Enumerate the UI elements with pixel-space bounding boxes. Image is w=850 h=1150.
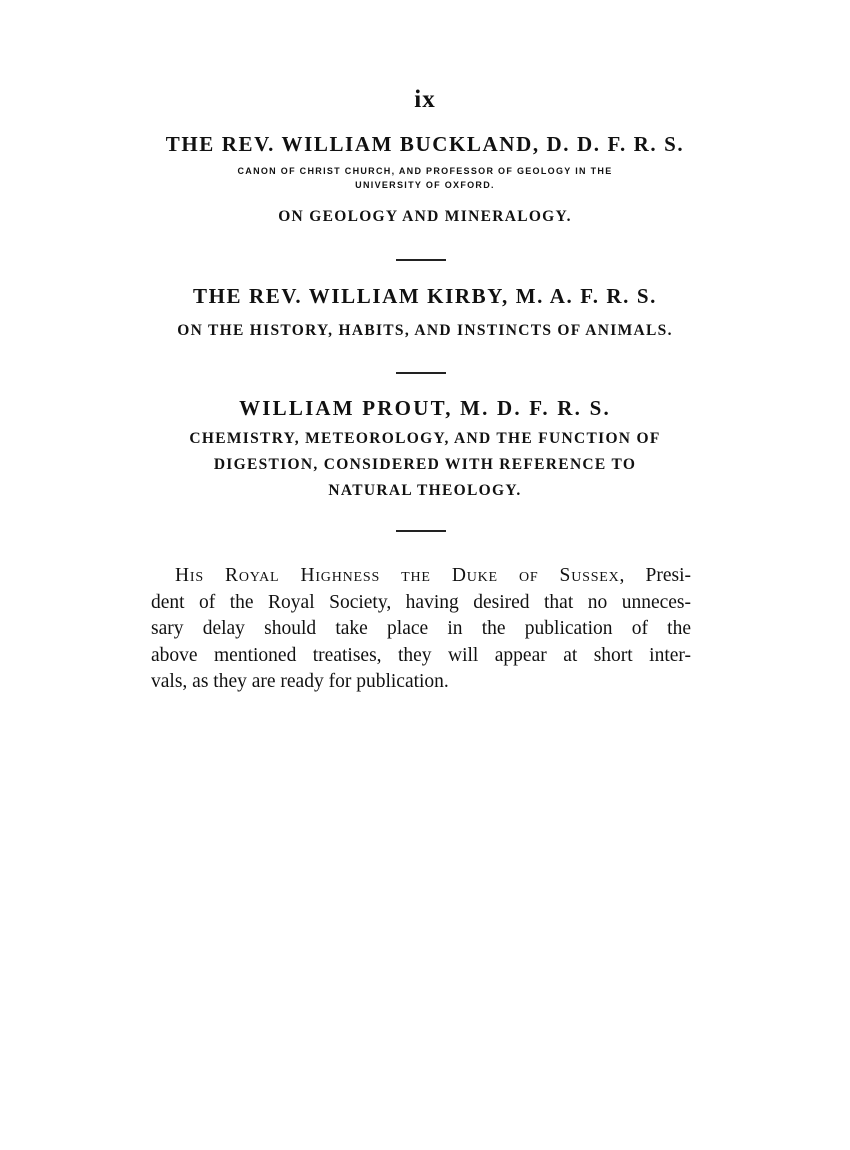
page-number: ix [414, 86, 436, 113]
author-heading-buckland: THE REV. WILLIAM BUCKLAND, D. D. F. R. S. [165, 132, 685, 156]
notice-line-4: above mentioned treatises, they will appear at short inter- [151, 644, 691, 666]
affiliation-line-2: UNIVERSITY OF OXFORD. [355, 180, 495, 190]
section-divider [396, 530, 446, 532]
subject-prout-line-3: NATURAL THEOLOGY. [328, 482, 522, 499]
author-heading-kirby: THE REV. WILLIAM KIRBY, M. A. F. R. S. [193, 284, 657, 308]
notice-line-2: dent of the Royal Society, having desired that no unneces- [151, 591, 691, 613]
subject-buckland: ON GEOLOGY AND MINERALOGY. [278, 208, 572, 225]
affiliation-line-1: CANON OF CHRIST CHURCH, AND PROFESSOR OF GEOLOGY IN THE [237, 166, 613, 176]
section-divider [396, 372, 446, 374]
notice-line-5: vals, as they are ready for publication. [151, 671, 449, 692]
author-heading-prout: WILLIAM PROUT, M. D. F. R. S. [239, 396, 611, 420]
notice-line-1-rest: Presi- [625, 565, 691, 586]
subject-kirby: ON THE HISTORY, HABITS, AND INSTINCTS OF ANIMALS. [177, 322, 673, 339]
notice-small-caps-lead: His Royal Highness the Duke of Sussex, [175, 565, 626, 586]
notice-line-1 [151, 563, 691, 590]
subject-prout-line-1: CHEMISTRY, METEOROLOGY, AND THE FUNCTION OF [189, 430, 661, 447]
notice-paragraph [151, 563, 691, 696]
subject-prout-line-2: DIGESTION, CONSIDERED WITH REFERENCE TO [213, 456, 637, 473]
notice-line-3: sary delay should take place in the publication of the [151, 618, 691, 639]
section-divider [396, 259, 446, 261]
